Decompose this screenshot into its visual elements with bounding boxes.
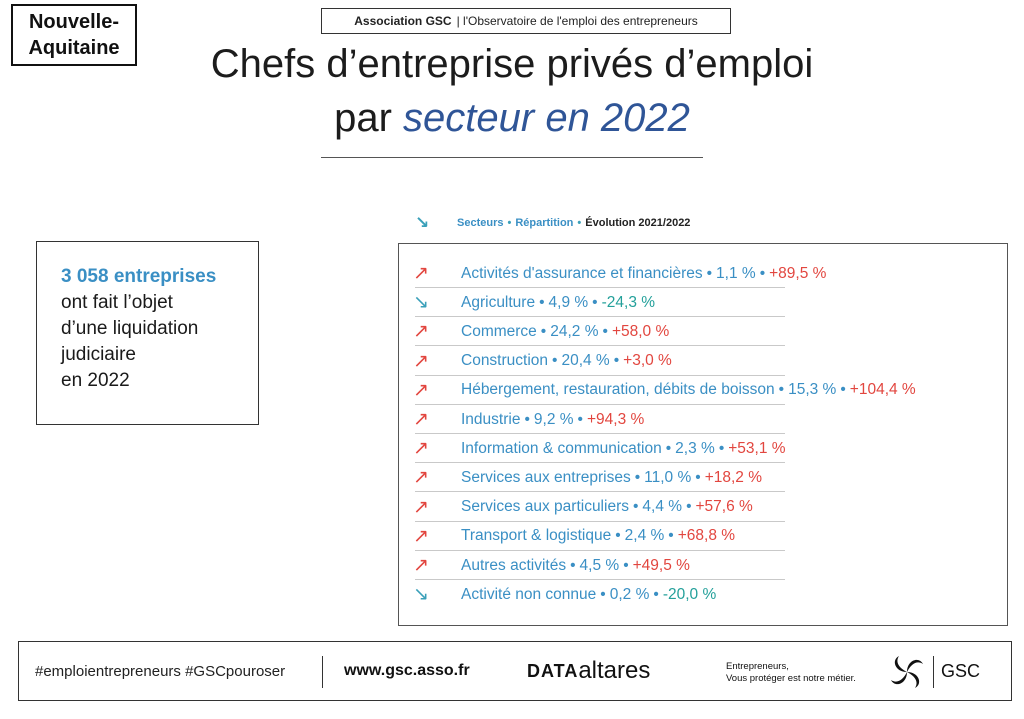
sector-row bbox=[413, 463, 762, 492]
sector-label: Commerce bbox=[461, 322, 537, 340]
sector-label: Transport & logistique bbox=[461, 527, 612, 545]
sector-share: 11,0 % bbox=[644, 468, 692, 486]
separator-dot: • bbox=[600, 585, 606, 603]
sector-row bbox=[413, 405, 644, 434]
sector-share: 4,4 % bbox=[642, 498, 683, 516]
separator-dot: • bbox=[759, 264, 766, 282]
legend-evolution: Évolution 2021/2022 bbox=[585, 217, 691, 229]
sector-row bbox=[413, 376, 916, 405]
sector-row bbox=[413, 259, 826, 288]
sector-evolution: +57,6 % bbox=[695, 498, 753, 516]
title-accent: secteur en 2022 bbox=[403, 96, 690, 140]
legend bbox=[415, 214, 690, 232]
sector-evolution: +94,3 % bbox=[586, 410, 645, 428]
separator-dot: • bbox=[634, 468, 641, 486]
arrow-up-right-icon: ↗ bbox=[413, 467, 429, 489]
separator-dot: • bbox=[592, 293, 598, 311]
sector-label: Services aux particuliers bbox=[461, 498, 629, 516]
arrow-up-right-icon: ↗ bbox=[413, 263, 429, 284]
kpi-box bbox=[36, 241, 259, 425]
sector-row bbox=[413, 551, 690, 580]
sector-share: 9,2 % bbox=[533, 410, 574, 428]
legend-sectors: Secteurs bbox=[457, 217, 504, 229]
separator-dot: • bbox=[602, 322, 608, 340]
sector-label: Activité non connue bbox=[461, 585, 597, 603]
separator-dot: • bbox=[539, 293, 545, 311]
sector-evolution: +104,4 % bbox=[849, 381, 916, 399]
gsc-logo-text: GSC bbox=[941, 660, 981, 681]
association-header bbox=[321, 8, 731, 34]
separator-dot: • bbox=[623, 556, 629, 574]
sector-label: Industrie bbox=[461, 410, 521, 428]
arrow-down-right-icon: ↘ bbox=[413, 584, 429, 606]
kpi-text-line4: en 2022 bbox=[61, 370, 130, 391]
separator-dot: • bbox=[570, 556, 576, 574]
sector-row bbox=[413, 580, 716, 609]
sector-evolution: -24,3 % bbox=[601, 293, 656, 311]
sector-label: Services aux entreprises bbox=[461, 468, 631, 486]
tagline-line2: Vous protéger est notre métier. bbox=[726, 673, 856, 684]
region-name-line1: Nouvelle- bbox=[28, 11, 120, 33]
arrow-up-right-icon: ↗ bbox=[413, 525, 429, 547]
sector-share: 1,1 % bbox=[716, 264, 756, 282]
sector-row bbox=[413, 522, 735, 551]
separator-dot: • bbox=[686, 498, 692, 516]
sector-share: 24,2 % bbox=[550, 322, 599, 340]
data-logo-mark: DATA bbox=[527, 660, 579, 681]
sector-label: Activités d'assurance et financières bbox=[461, 264, 703, 282]
sector-evolution: +89,5 % bbox=[769, 264, 827, 282]
page-title-line2 bbox=[0, 94, 1024, 142]
tagline-line1: Entrepreneurs, bbox=[726, 661, 789, 672]
sector-label: Agriculture bbox=[461, 293, 536, 311]
separator-dot: • bbox=[615, 527, 621, 545]
sector-share: 20,4 % bbox=[561, 352, 610, 370]
sector-evolution: +68,8 % bbox=[677, 527, 736, 545]
arrow-up-right-icon: ↗ bbox=[413, 350, 429, 372]
title-divider bbox=[321, 157, 703, 158]
arrow-down-right-icon: ↘ bbox=[413, 292, 429, 314]
separator-dot: • bbox=[665, 439, 672, 457]
arrow-up-right-icon: ↗ bbox=[413, 496, 429, 518]
sector-share: 4,5 % bbox=[579, 556, 620, 574]
separator-dot: • bbox=[778, 381, 785, 399]
separator-dot: • bbox=[695, 468, 701, 486]
data-altares-logo bbox=[527, 642, 650, 700]
arrow-up-right-icon: ↗ bbox=[413, 409, 429, 430]
legend-separator: • bbox=[577, 217, 582, 229]
sector-share: 2,3 % bbox=[675, 439, 715, 457]
separator-dot: • bbox=[718, 439, 725, 457]
sector-row bbox=[413, 347, 672, 376]
association-subtitle: | l'Observatoire de l'emploi des entrepreneurs bbox=[456, 14, 698, 28]
separator-dot: • bbox=[524, 410, 530, 428]
footer-website-link[interactable]: www.gsc.asso.fr bbox=[344, 662, 470, 679]
separator-dot: • bbox=[552, 352, 558, 370]
sector-share: 4,9 % bbox=[548, 293, 589, 311]
footer-tagline bbox=[726, 661, 856, 685]
altares-logo-text: altares bbox=[578, 657, 651, 684]
legend-separator: • bbox=[507, 217, 512, 229]
sector-evolution: +18,2 % bbox=[704, 468, 763, 486]
sector-evolution: +3,0 % bbox=[623, 352, 672, 370]
arrow-up-right-icon: ↗ bbox=[413, 379, 429, 401]
separator-dot: • bbox=[632, 498, 639, 516]
separator-dot: • bbox=[668, 527, 674, 545]
kpi-text-line1: ont fait l’objet bbox=[61, 292, 173, 313]
separator-dot: • bbox=[840, 381, 846, 399]
sector-label: Construction bbox=[461, 352, 549, 370]
sectors-list bbox=[398, 243, 1008, 626]
sector-row bbox=[413, 317, 669, 346]
footer-hashtags: #emploientrepreneurs #GSCpouroser bbox=[35, 662, 286, 680]
arrow-up-right-icon: ↗ bbox=[413, 438, 429, 460]
kpi-text-line3: judiciaire bbox=[61, 344, 136, 365]
sector-share: 2,4 % bbox=[624, 527, 665, 545]
sector-evolution: +58,0 % bbox=[611, 322, 670, 340]
title-prefix: par bbox=[334, 96, 404, 140]
legend-share: Répartition bbox=[515, 217, 574, 229]
separator-dot: • bbox=[613, 352, 620, 370]
arrow-up-right-icon: ↗ bbox=[413, 555, 429, 576]
sector-evolution: +49,5 % bbox=[632, 556, 690, 574]
sector-evolution: -20,0 % bbox=[662, 585, 717, 603]
sector-label: Autres activités bbox=[461, 556, 567, 574]
sector-label: Information & communication bbox=[461, 439, 662, 457]
sector-share: 0,2 % bbox=[609, 585, 650, 603]
sector-row bbox=[413, 288, 655, 317]
region-name-line2: Aquitaine bbox=[28, 37, 120, 59]
kpi-text-line2: d’une liquidation bbox=[61, 318, 199, 339]
separator-dot: • bbox=[540, 322, 547, 340]
footer bbox=[18, 641, 1012, 701]
separator-dot: • bbox=[653, 585, 659, 603]
sector-label: Hébergement, restauration, débits de boisson bbox=[461, 381, 775, 399]
arrow-down-right-icon: ↘ bbox=[415, 213, 430, 232]
sector-share: 15,3 % bbox=[788, 381, 837, 399]
separator-dot: • bbox=[706, 264, 713, 282]
sector-evolution: +53,1 % bbox=[728, 439, 786, 457]
separator-dot: • bbox=[577, 410, 583, 428]
association-name: Association GSC bbox=[354, 14, 452, 28]
sector-row bbox=[413, 434, 786, 463]
page-title-line1: Chefs d’entreprise privés d’emploi bbox=[210, 42, 814, 86]
sector-row bbox=[413, 493, 753, 522]
gsc-swirl-icon bbox=[887, 652, 927, 692]
footer-divider bbox=[933, 656, 934, 688]
kpi-number: 3 058 entreprises bbox=[61, 266, 217, 287]
footer-divider bbox=[322, 656, 323, 688]
arrow-up-right-icon: ↗ bbox=[413, 321, 429, 343]
